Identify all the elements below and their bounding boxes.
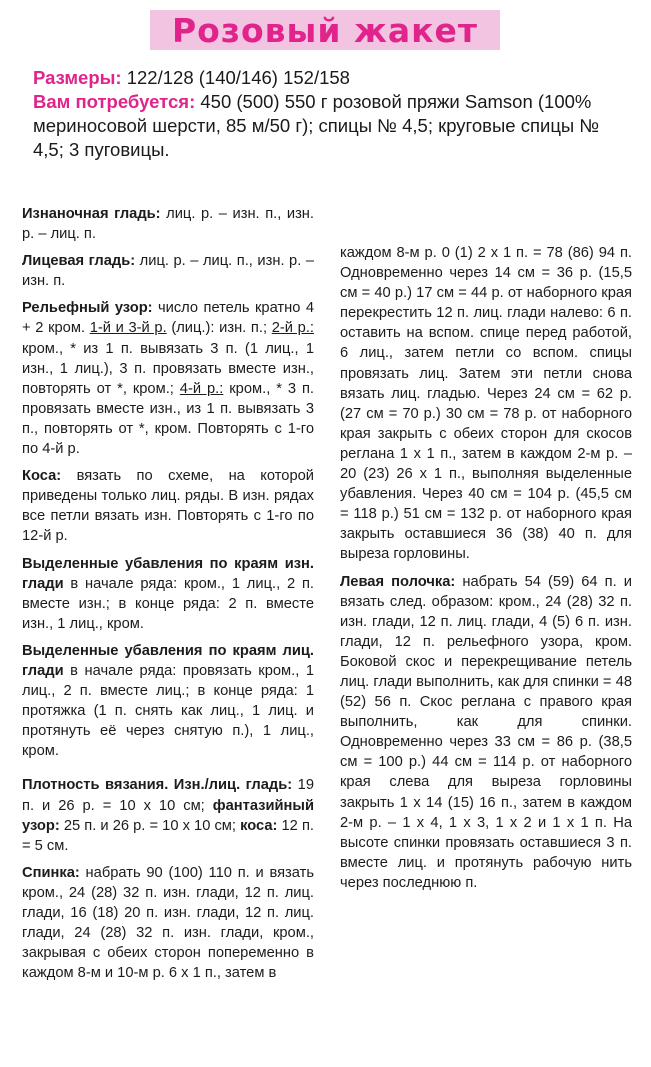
paragraph-purl-stitch [22, 204, 314, 244]
materials-label: Вам потребуется: [33, 91, 196, 112]
sizes-value: 122/128 (140/146) 152/158 [121, 67, 350, 88]
text-back: набрать 90 (100) 110 п. и вязать кром., 24 (28) 32 п. изн. глади, 12 п. лиц. глади, 16 (18) 20 п. изн. глади, 12 п. лиц. глади, 24 (28) 32 п. изн. глади, кром., закрывая с обеих сторон попеременно в каждом 8-м и 10-м р. 6 х 1 п., затем в [22, 864, 314, 982]
row-label-1-3: 1-й и 3-й р. [89, 320, 167, 337]
left-column [22, 204, 314, 983]
paragraph-dec-knit [22, 641, 314, 762]
materials-value: 450 (500) 550 г розовой пряжи Samson (100% мериносовой шерсти, 85 м/50 г); спицы № 4,5; круговые спицы № 4,5; 3 пуговицы. [33, 91, 600, 160]
paragraph-relief-pattern [22, 298, 314, 459]
paragraph-knit-stitch [22, 251, 314, 291]
term-density-braid: коса: [240, 817, 278, 834]
sizes-line [33, 66, 633, 90]
term-density-fancy: фантазийный узор: [22, 797, 314, 834]
term-density: Плотность вязания. Изн./лиц. гладь: [22, 777, 293, 794]
term-knit-stitch: Лицевая гладь: [22, 253, 136, 270]
title-bar [0, 0, 651, 62]
text-left-front: набрать 54 (59) 64 п. и вязать след. образом: кром., 24 (28) 32 п. изн. глади, 12 п. лиц. глади, 4 (5) 6 п. изн. глади, 12 п. рельефного узора, кром. Боковой скос и перекрещивание петель лиц. глади выполнить, как для спинки = 48 (52) 56 п. Скос реглана с правого края выполнить, как для спинки. Одновременно через 33 см = 86 р. (38,5 см = 100 р.) 44 см = 114 р. от наборного края слева для выреза горловины закрыть 1 х 14 (15) 16 п., затем в каждом 2-м р. – 1 х 4, 1 х 3, 1 х 2 и 1 х 1 п. На высоте спинки провязать оставшиеся 3 п. вместе лиц. и протянуть рабочую нить через последнюю п. [340, 573, 632, 891]
text-relief-3: кром., * из 1 п. вывязать 3 п. (1 лиц., 1 изн., 1 лиц.), 3 п. провязать вместе изн., повторять от *, кром.; [22, 340, 314, 397]
header-block [33, 66, 633, 162]
term-dec-knit: Выделенные убавления по краям лиц. глади [22, 642, 314, 679]
paragraph-density [22, 775, 314, 855]
materials-line [33, 90, 633, 162]
paragraph-left-front [340, 572, 632, 894]
row-label-2: 2-й р.: [271, 320, 314, 337]
paragraph-dec-purl [22, 554, 314, 634]
term-left-front: Левая полочка: [340, 573, 456, 590]
text-dec-knit: в начале ряда: провязать кром., 1 лиц., 2 п. вместе лиц.; в конце ряда: 1 протяжка (1 п. снять как лиц., 1 лиц. и протянуть её через снятую п.), 1 лиц., кром. [22, 662, 314, 760]
right-column [340, 243, 632, 893]
text-braid: вязать по схеме, на которой приведены только лиц. ряды. В изн. рядах все петли вязать изн. Повторять с 1-го по 12-й р. [22, 468, 314, 545]
text-relief-4: кром., * 3 п. провязать вместе изн., из 1 п. вывязать 3 п., повторять от *, кром. Повторять с 1-го по 4-й р. [22, 380, 314, 458]
paragraph-braid [22, 466, 314, 546]
text-relief-2: (лиц.): изн. п.; [166, 320, 272, 337]
row-label-4: 4-й р.: [179, 380, 224, 397]
page-title: Розовый жакет [171, 11, 479, 50]
text-dec-purl: в начале ряда: кром., 1 лиц., 2 п. вместе изн.; в конце ряда: 2 п. вместе изн., 1 лиц., кром. [22, 575, 314, 632]
text-purl-stitch: лиц. р. – изн. п., изн. р. – лиц. п. [22, 206, 315, 243]
term-relief-pattern: Рельефный узор: [22, 300, 153, 317]
text-relief-1: число петель кратно 4 + 2 кром. [22, 300, 315, 337]
text-density-2: 25 п. и 26 р. = 10 х 10 см; [59, 817, 241, 834]
term-back: Спинка: [22, 864, 80, 881]
text-knit-stitch: лиц. р. – лиц. п., изн. р. – изн. п. [22, 253, 314, 290]
paragraph-back-continued: каждом 8-м р. 0 (1) 2 х 1 п. = 78 (86) 94 п. Одновременно через 14 см = 36 р. (15,5 см = 40 р.) 17 см = 44 р. от наборного края перекрестить 12 п. лиц. глади налево: 6 п. оставить на вспом. спице перед работой, 6 лиц., затем петли со вспом. спицы провязать лиц. Затем эти петли снова вязать лиц. гладью. Через 24 см = 62 р. (27 см = 70 р.) 30 см = 78 р. от наборного края закрыть с обеих сторон для скосов реглана 1 х 1 п., затем в каждом 2-м р. – 20 (23) 26 х 1 п., выполняя выделенные убавления. Через 40 см = 104 р. (45,5 см = 118 р.) 51 см = 132 р. от наборного края закрыть оставшиеся 36 (38) 40 п. для выреза горловины. [340, 245, 632, 563]
term-dec-purl: Выделенные убавления по краям изн. глади [22, 555, 314, 592]
text-density-3: 12 п. = 5 см. [22, 817, 314, 854]
term-purl-stitch: Изнаночная гладь: [22, 206, 161, 222]
sizes-label: Размеры: [33, 67, 122, 88]
text-density-1: 19 п. и 26 р. = 10 х 10 см; [22, 777, 315, 814]
paragraph-back [22, 863, 314, 984]
term-braid: Коса: [22, 468, 62, 485]
